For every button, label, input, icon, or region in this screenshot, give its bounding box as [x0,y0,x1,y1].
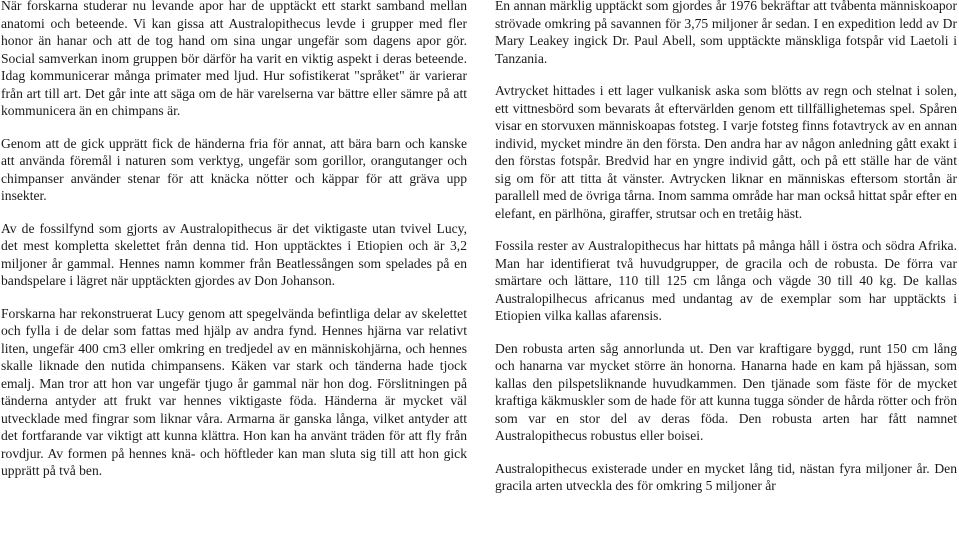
paragraph: Forskarna har rekonstruerat Lucy genom att spegelvända befintliga delar av skelettet och fylla i de delar som fattas med hjälp av andra fynd. Hennes hjärna var relativt liten, ungefär 400 cm3 eller omkring en tredjedel av en människohjärna, och hennes skalle liknade den nutida chimpansens. Käken var stark och tänderna hade tjock emalj. Man tror att hon var ungefär tjugo år gammal när hon dog. Förslitningen på tänderna antyder att frukt var hennes viktigaste föda. Händerna är mycket väl utvecklade med fingrar som liknar våra. Armarna är ganska långa, vilket antyder att det fortfarande var viktigt att kunna klättra. Hon kan ha använt träden för att fly från rovdjur. Av formen på hennes knä- och höftleder kan man sluta sig till att hon gick upprätt på två ben. [1,305,467,478]
paragraph: Genom att de gick upprätt fick de händerna fria för annat, att bära barn och kanske att använda föremål i naturen som verktyg, ungefär som gorillor, orangutanger och chimpanser använder stenar för att knäcka nötter och käppar för att gräva upp insekter. [1,135,467,203]
paragraph: En annan märklig upptäckt som gjordes år 1976 bekräftar att tvåbenta människoapor strövade omkring på savannen för 3,75 miljoner år sedan. I en expedition ledd av Dr Mary Leakey ingick Dr. Paul Abell, som upptäckte mänskliga fotspår vid Laetoli i Tanzania. [495,0,957,66]
paragraph: Av de fossilfynd som gjorts av Australopithecus är det viktigaste utan tvivel Lucy, det mest kompletta skelettet från denna tid. Hon upptäcktes i Etiopien och är 3,2 miljoner år gammal. Hennes namn kommer från Beatlessången som spelades på en bandspelare i lägret när upptäckten gjordes av Don Johanson. [1,220,467,288]
paragraph: Australopithecus existerade under en mycket lång tid, nästan fyra miljoner år. Den gracila arten utveckla des för omkring 5 miljoner år [495,460,957,493]
paragraph: Fossila rester av Australopithecus har hittats på många håll i östra och södra Afrika. Man har identifierat två huvudgrupper, de gracila och de robusta. De förra var smärtare och lättare, 110 till 125 cm långa och vägde 30 till 40 kg. De kallas Australopilhecus africanus med undantag av de exemplar som har upptäckts i Etiopien vilka kallas afarensis. [495,238,957,323]
paragraph: När forskarna studerar nu levande apor har de upptäckt ett starkt samband mellan anatomi och beteende. Vi kan gissa att Australopithecus levde i grupper med fler honor än hanar och att de tog hand om sina ungar ungefär som dagens apor gör. Social samverkan inom gruppen bör därför ha varit en viktig aspekt i deras beteende. Idag kommunicerar många primater med ljud. Hur sofistikerat "språket" är varierar från art till art. Det går inte att säga om de här varelserna var bättre eller sämre på att kommunicera än en chimpans är. [1,0,467,118]
paragraph: Avtrycket hittades i ett lager vulkanisk aska som blötts av regn och stelnat i solen, ett vittnesbörd som bevarats åt eftervärlden genom ett tillfällighetemas spel. Spåren visar en storvuxen människoapas fotsteg. I varje fotsteg finns fotavtryck av en annan individ, mycket mindre än den första. Den andra har av någon anledning gått exakt i den förstas fotspår. Bredvid har en yngre individ gått, och på ett ställe har de vänt sig om för att titta åt vänster. Avtrycken liknar en människas eftersom stortån är parallell med de övriga tårna. Inom samma område har man också hittat spår efter en elefant, en pärlhöna, giraffer, strutsar och en tretåig häst. [495,83,957,221]
right-column [495,0,957,510]
left-column [1,0,467,495]
paragraph: Den robusta arten såg annorlunda ut. Den var kraftigare byggd, runt 150 cm lång och hanarna var mycket större än honorna. Hanarna hade en kam på hjässan, som kallas den pilspetsliknande huvudkammen. Den tjänade som fäste för de mycket kraftiga käkmuskler som de hade för att kunna tugga sönder de hårda rötter och frön som var en stor del av deras föda. Den robusta arten har fått namnet Australopithecus robustus eller boisei. [495,340,957,443]
